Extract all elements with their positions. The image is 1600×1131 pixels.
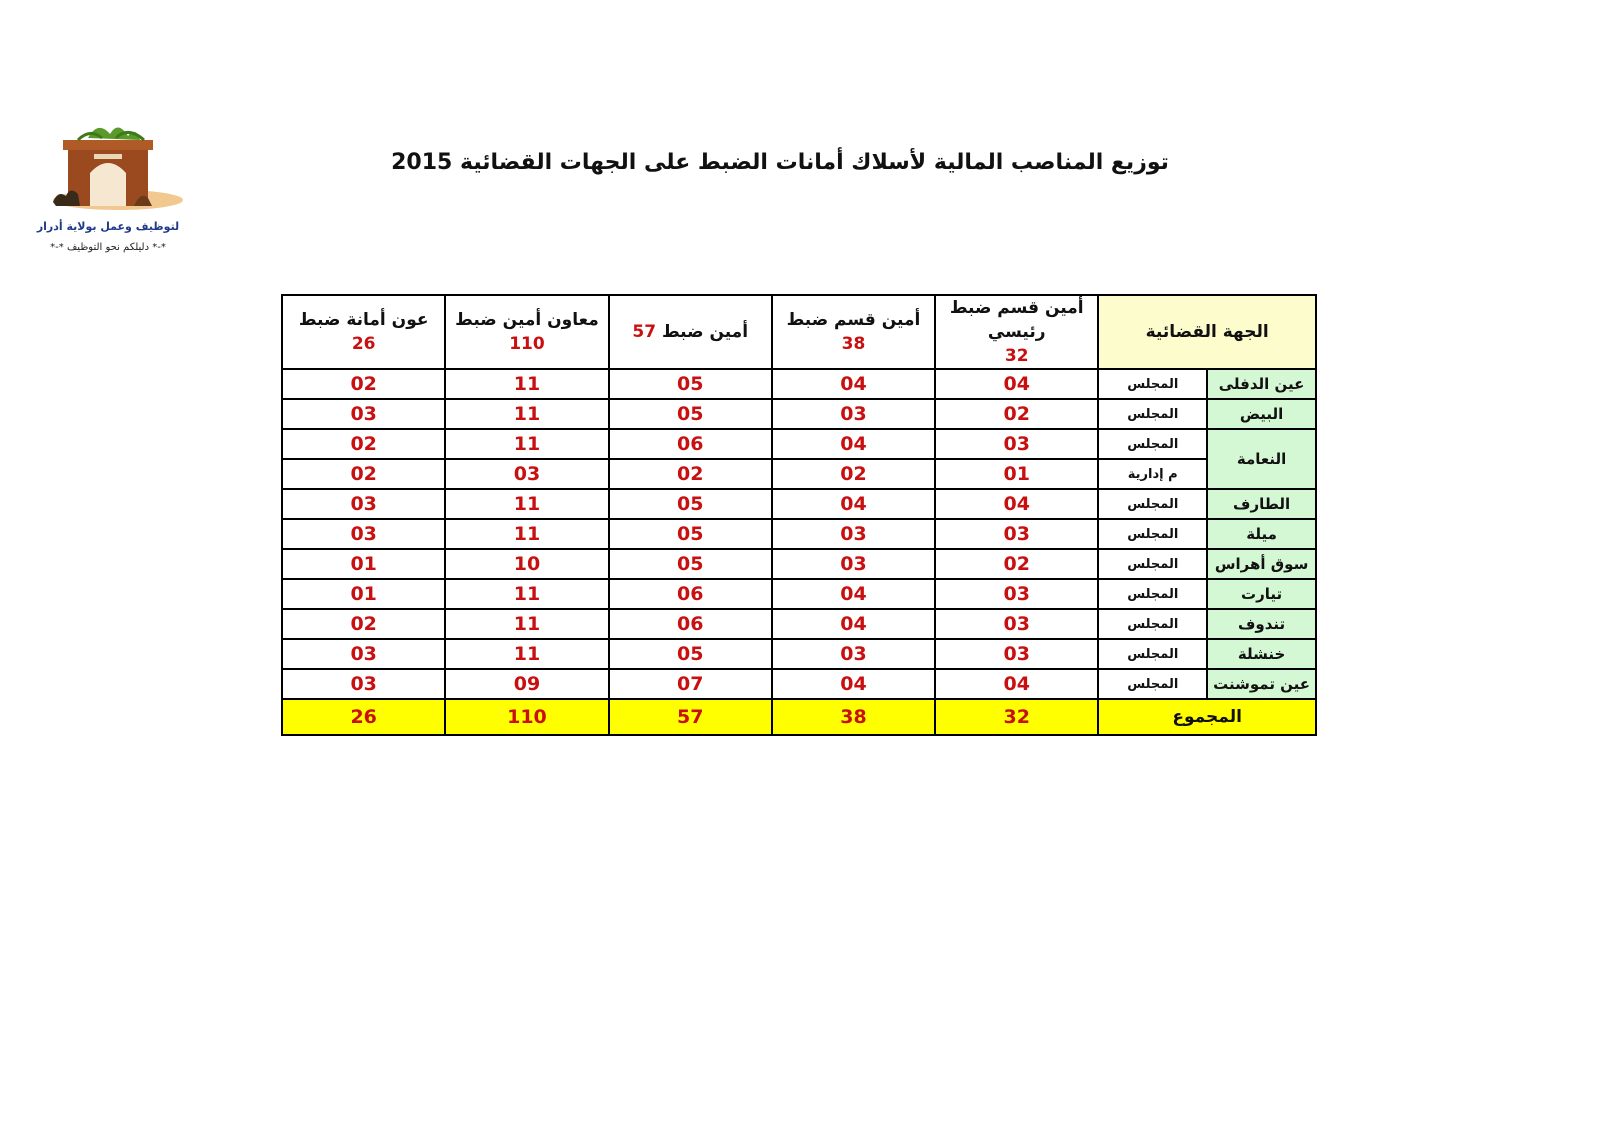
table-row (282, 669, 1316, 699)
jurisdiction-name: خنشلة (1207, 639, 1316, 669)
gate-logo-icon (28, 118, 188, 218)
value-cell: 11 (445, 399, 608, 429)
institution-type: المجلس (1098, 669, 1207, 699)
value-cell: 03 (282, 399, 445, 429)
total-cell: 32 (935, 699, 1098, 735)
institution-type: م إدارية (1098, 459, 1207, 489)
value-cell: 11 (445, 609, 608, 639)
value-cell: 11 (445, 639, 608, 669)
header-col-label: أمين قسم ضبط رئيسي (949, 298, 1084, 342)
value-cell: 03 (935, 609, 1098, 639)
total-cell: 110 (445, 699, 608, 735)
header-col-label: معاون أمين ضبط (455, 310, 599, 330)
value-cell: 05 (609, 549, 772, 579)
table-row (282, 399, 1316, 429)
header-col-label: أمين ضبط (661, 322, 749, 342)
table-row (282, 429, 1316, 459)
value-cell: 03 (935, 639, 1098, 669)
table-row (282, 549, 1316, 579)
jurisdiction-name: عين الدفلى (1207, 369, 1316, 399)
total-cell: 57 (609, 699, 772, 735)
jurisdiction-name: عين تموشنت (1207, 669, 1316, 699)
value-cell: 04 (935, 669, 1098, 699)
institution-type: المجلس (1098, 519, 1207, 549)
value-cell: 11 (445, 429, 608, 459)
value-cell: 06 (609, 609, 772, 639)
header-col-total: 26 (351, 334, 376, 354)
value-cell: 05 (609, 639, 772, 669)
jurisdiction-name: تندوف (1207, 609, 1316, 639)
header-col-5 (282, 295, 445, 369)
value-cell: 04 (935, 369, 1098, 399)
value-cell: 02 (282, 369, 445, 399)
value-cell: 02 (282, 459, 445, 489)
value-cell: 02 (609, 459, 772, 489)
table-row (282, 579, 1316, 609)
value-cell: 07 (609, 669, 772, 699)
table-row (282, 609, 1316, 639)
value-cell: 03 (935, 429, 1098, 459)
institution-type: المجلس (1098, 639, 1207, 669)
institution-type: المجلس (1098, 549, 1207, 579)
value-cell: 01 (282, 549, 445, 579)
value-cell: 05 (609, 369, 772, 399)
header-jurisdiction: الجهة القضائية (1098, 295, 1316, 369)
header-col-total: 57 (632, 322, 657, 342)
institution-type: المجلس (1098, 489, 1207, 519)
value-cell: 03 (935, 519, 1098, 549)
positions-table (281, 294, 1317, 736)
header-col-2 (772, 295, 935, 369)
header-col-label: عون أمانة ضبط (298, 310, 429, 330)
header-col-total: 110 (509, 334, 545, 354)
value-cell: 03 (772, 639, 935, 669)
value-cell: 03 (282, 639, 445, 669)
jurisdiction-name: البيض (1207, 399, 1316, 429)
jurisdiction-name: الطارف (1207, 489, 1316, 519)
value-cell: 06 (609, 429, 772, 459)
table-row (282, 369, 1316, 399)
value-cell: 02 (282, 429, 445, 459)
value-cell: 09 (445, 669, 608, 699)
jurisdiction-name: سوق أهراس (1207, 549, 1316, 579)
table-row (282, 489, 1316, 519)
total-row (282, 699, 1316, 735)
value-cell: 03 (772, 519, 935, 549)
value-cell: 04 (772, 669, 935, 699)
table-header-row (282, 295, 1316, 369)
header-col-4 (445, 295, 608, 369)
value-cell: 04 (772, 489, 935, 519)
page-title: توزيع المناصب المالية لأسلاك أمانات الضبط على الجهات القضائية 2015 (391, 150, 1169, 175)
total-label: المجموع (1098, 699, 1316, 735)
table-row (282, 519, 1316, 549)
value-cell: 03 (935, 579, 1098, 609)
value-cell: 03 (772, 399, 935, 429)
value-cell: 05 (609, 399, 772, 429)
institution-type: المجلس (1098, 579, 1207, 609)
value-cell: 03 (445, 459, 608, 489)
value-cell: 04 (935, 489, 1098, 519)
value-cell: 11 (445, 519, 608, 549)
value-cell: 04 (772, 429, 935, 459)
header-col-1 (935, 295, 1098, 369)
total-cell: 38 (772, 699, 935, 735)
logo-text-line1: لتوظيف وعمل بولاية أدرار (36, 220, 180, 233)
value-cell: 01 (282, 579, 445, 609)
value-cell: 03 (772, 549, 935, 579)
table-row (282, 639, 1316, 669)
logo-text-line2: *-* دليلكم نحو التوظيف *-* (50, 242, 166, 253)
jurisdiction-name: ميلة (1207, 519, 1316, 549)
value-cell: 02 (935, 549, 1098, 579)
value-cell: 11 (445, 489, 608, 519)
value-cell: 11 (445, 369, 608, 399)
value-cell: 04 (772, 369, 935, 399)
value-cell: 01 (935, 459, 1098, 489)
table-row (282, 459, 1316, 489)
total-cell: 26 (282, 699, 445, 735)
value-cell: 05 (609, 519, 772, 549)
logo (28, 118, 188, 268)
value-cell: 02 (935, 399, 1098, 429)
header-col-total: 32 (1004, 346, 1029, 366)
institution-type: المجلس (1098, 609, 1207, 639)
value-cell: 04 (772, 609, 935, 639)
header-col-3 (609, 295, 772, 369)
value-cell: 03 (282, 519, 445, 549)
institution-type: المجلس (1098, 369, 1207, 399)
value-cell: 06 (609, 579, 772, 609)
value-cell: 04 (772, 579, 935, 609)
value-cell: 03 (282, 489, 445, 519)
header-col-label: أمين قسم ضبط (786, 310, 921, 330)
value-cell: 10 (445, 549, 608, 579)
institution-type: المجلس (1098, 429, 1207, 459)
table-body (282, 369, 1316, 699)
jurisdiction-name: النعامة (1207, 429, 1316, 489)
jurisdiction-name: تيارت (1207, 579, 1316, 609)
header-col-total: 38 (841, 334, 866, 354)
value-cell: 11 (445, 579, 608, 609)
value-cell: 02 (282, 609, 445, 639)
value-cell: 05 (609, 489, 772, 519)
value-cell: 03 (282, 669, 445, 699)
institution-type: المجلس (1098, 399, 1207, 429)
value-cell: 02 (772, 459, 935, 489)
